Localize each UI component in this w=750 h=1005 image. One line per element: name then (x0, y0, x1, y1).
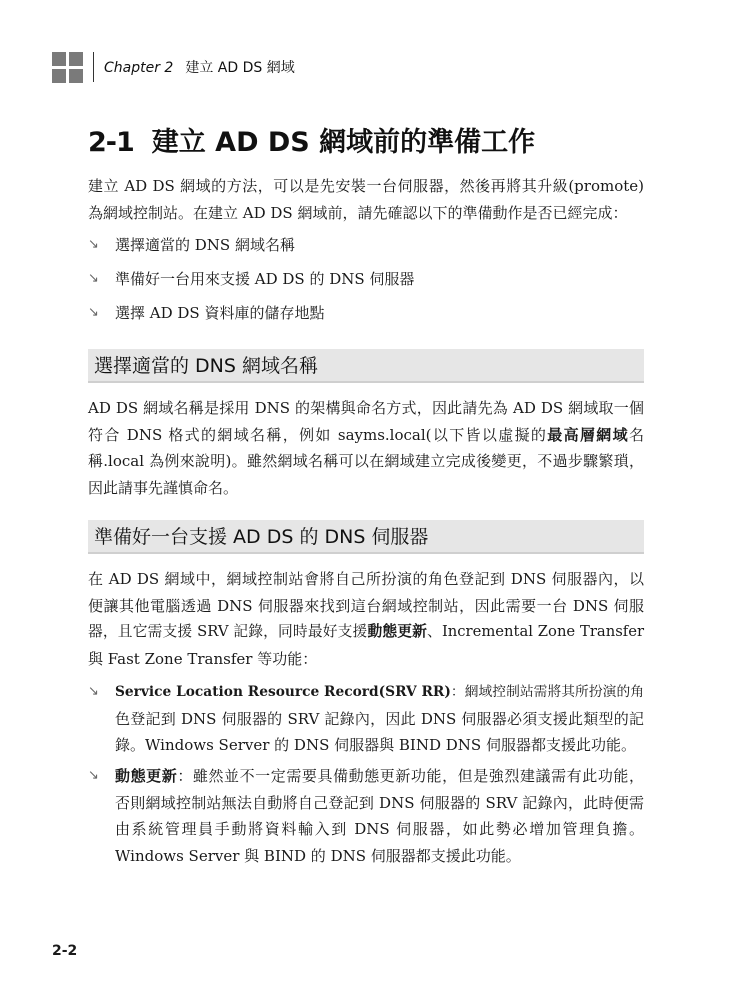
subsection-heading (88, 349, 644, 383)
paragraph-line: 器，且它需支援 SRV 記錄，同時最好支援動態更新、Incremental Zone Transfer (88, 623, 644, 640)
bold-term: 動態更新 (115, 767, 178, 785)
section-title-text: 建立 AD DS 網域前的準備工作 (151, 127, 536, 158)
chapter-label: Chapter 2 (104, 60, 174, 76)
checklist-item (88, 232, 644, 259)
checklist-item-text: 選擇適當的 DNS 網域名稱 (115, 236, 295, 254)
intro-line: 建立 AD DS 網域的方法，可以是先安裝一台伺服器，然後再將其升級(promote) (88, 177, 644, 195)
feature-bullet (88, 763, 644, 869)
bullet-line: 色登記到 DNS 伺服器的 SRV 記錄內，因此 DNS 伺服器必須支援此類型的記 (115, 709, 644, 728)
section-number: 2-1 (88, 127, 134, 158)
paragraph-line: 因此請事先謹慎命名。 (88, 478, 239, 497)
chapter-title: 建立 AD DS 網域 (185, 60, 295, 76)
checklist-item-text: 選擇 AD DS 資料庫的儲存地點 (115, 304, 325, 322)
bullet-line: 由系統管理員手動將資料輸入到 DNS 伺服器，如此勢必增加管理負擔。 (115, 820, 644, 838)
subsection-heading (88, 520, 644, 554)
windows-logo-icon (52, 52, 83, 83)
bullet-arrow-icon: ↘ (88, 237, 99, 252)
bullet-line: 否則網域控制站無法自動將自己登記到 DNS 伺服器的 SRV 記錄內，此時便需 (115, 793, 644, 812)
paragraph-line: 便讓其他電腦透過 DNS 伺服器來找到這台網域控制站，因此需要一台 DNS 伺服 (88, 596, 644, 615)
intro-line: 為網域控制站。在建立 AD DS 網域前，請先確認以下的準備動作是否已經完成： (88, 203, 628, 222)
paragraph-line: 稱.local 為例來說明)。雖然網域名稱可以在網域建立完成後變更，不過步驟繁瑣， (88, 452, 644, 470)
checklist-item (88, 266, 644, 293)
running-header (52, 50, 295, 84)
bullet-arrow-icon: ↘ (88, 684, 99, 699)
paragraph-line: 與 Fast Zone Transfer 等功能： (88, 649, 318, 668)
subsection-title: 選擇適當的 DNS 網域名稱 (94, 355, 318, 377)
paragraph-line: AD DS 網域名稱是採用 DNS 的架構與命名方式，因此請先為 AD DS 網域取一個 (88, 399, 644, 417)
bold-term: 最高層網域 (547, 425, 629, 444)
paragraph-line: 在 AD DS 網域中，網域控制站會將自己所扮演的角色登記到 DNS 伺服器內，以 (88, 570, 644, 588)
subsection1-paragraph (88, 395, 644, 501)
bold-term: 動態更新 (367, 623, 428, 640)
subsection-title: 準備好一台支援 AD DS 的 DNS 伺服器 (94, 526, 429, 548)
bullet-line: 錄。Windows Server 的 DNS 伺服器與 BIND DNS 伺服器都支援此功能。 (115, 736, 636, 754)
feature-bullet (88, 679, 644, 759)
header-divider (93, 52, 94, 82)
bullet-arrow-icon: ↘ (88, 271, 99, 286)
bullet-line: Windows Server 與 BIND 的 DNS 伺服器都支援此功能。 (115, 846, 521, 865)
subsection2-paragraph (88, 566, 644, 672)
bullet-line: Service Location Resource Record(SRV RR)：網域控制站需將其所扮演的角 (115, 684, 644, 700)
bold-term: Service Location Resource Record(SRV RR) (115, 684, 451, 700)
bullet-arrow-icon: ↘ (88, 305, 99, 320)
paragraph-line: 符合 DNS 格式的網域名稱，例如 sayms.local(以下皆以虛擬的最高層網域名 (88, 425, 644, 444)
intro-paragraph (88, 173, 644, 226)
page-number: 2-2 (52, 943, 78, 959)
bullet-line: 動態更新：雖然並不一定需要具備動態更新功能，但是強烈建議需有此功能， (115, 767, 644, 785)
bullet-arrow-icon: ↘ (88, 768, 99, 783)
header-text (104, 57, 295, 77)
checklist-item-text: 準備好一台用來支援 AD DS 的 DNS 伺服器 (115, 270, 415, 288)
section-title (88, 120, 535, 159)
checklist-item (88, 300, 644, 327)
